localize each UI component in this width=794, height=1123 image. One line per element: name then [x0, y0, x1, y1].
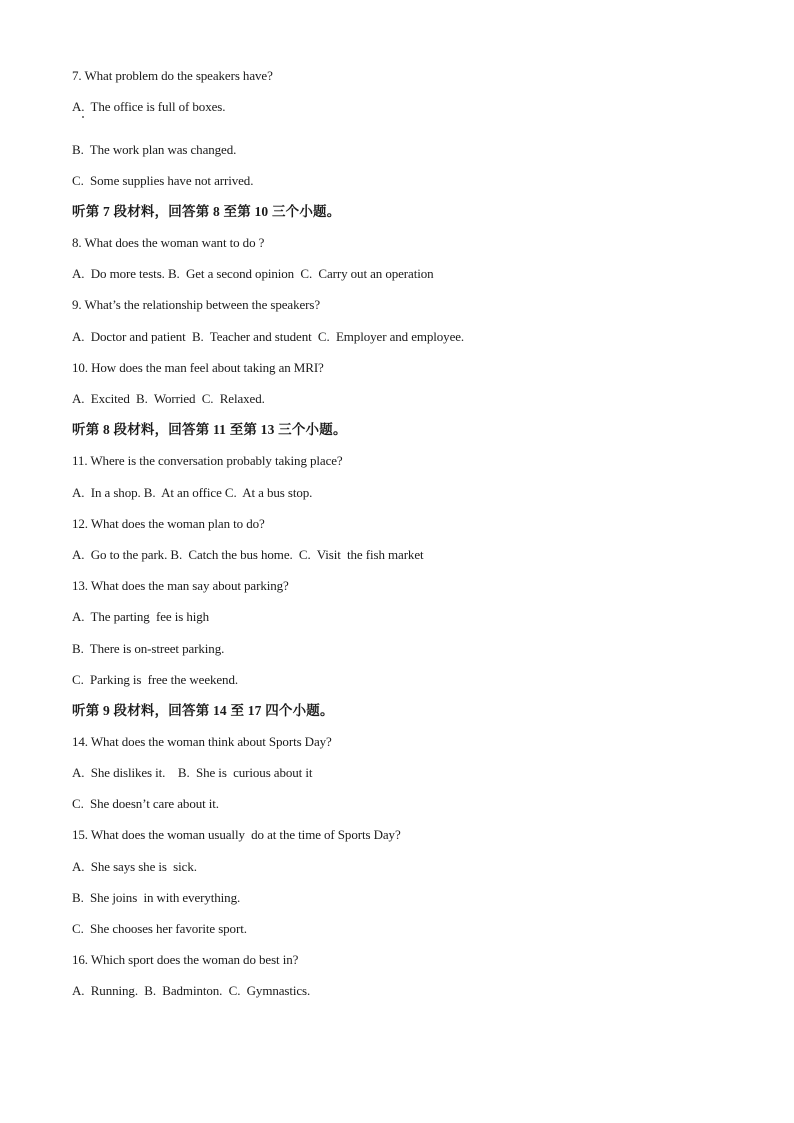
option-7c: C. Some supplies have not arrived.	[72, 173, 254, 188]
question-7: 7. What problem do the speakers have?	[72, 68, 273, 83]
options-16: A. Running. B. Badminton. C. Gymnastics.	[72, 983, 311, 998]
options-8: A. Do more tests. B. Get a second opinion C. Carry out an operation	[72, 266, 434, 281]
options-9: A. Doctor and patient B. Teacher and student C. Employer and employee.	[72, 329, 465, 344]
option-15b: B. She joins in with everything.	[72, 890, 241, 905]
question-15: 15. What does the woman usually do at the time of Sports Day?	[72, 827, 401, 842]
section-heading-7: 听第 7 段材料，回答第 8 至第 10 三个小题。	[72, 204, 341, 219]
question-12: 12. What does the woman plan to do?	[72, 516, 265, 531]
option-15c: C. She chooses her favorite sport.	[72, 921, 247, 936]
option-13b: B. There is on-street parking.	[72, 641, 225, 656]
option-13a: A. The parting fee is high	[72, 609, 210, 624]
question-11: 11. Where is the conversation probably taking place?	[72, 453, 343, 468]
option-7a: A. The office is full of boxes.	[72, 99, 226, 114]
option-13c: C. Parking is free the weekend.	[72, 672, 239, 687]
question-8: 8. What does the woman want to do ?	[72, 235, 265, 250]
options-12: A. Go to the park. B. Catch the bus home. C. Visit the fish market	[72, 547, 424, 562]
options-14ab: A. She dislikes it. B. She is curious about it	[72, 765, 313, 780]
options-11: A. In a shop. B. At an office C. At a bus stop.	[72, 485, 313, 500]
option-7b: B. The work plan was changed.	[72, 142, 237, 157]
question-13: 13. What does the man say about parking?	[72, 578, 289, 593]
options-10: A. Excited B. Worried C. Relaxed.	[72, 391, 265, 406]
option-15a: A. She says she is sick.	[72, 859, 197, 874]
question-14: 14. What does the woman think about Sports Day?	[72, 734, 332, 749]
stray-mark	[82, 116, 84, 118]
question-9: 9. What’s the relationship between the speakers?	[72, 297, 321, 312]
question-16: 16. Which sport does the woman do best in?	[72, 952, 299, 967]
section-heading-9: 听第 9 段材料，回答第 14 至 17 四个小题。	[72, 703, 334, 718]
question-10: 10. How does the man feel about taking an MRI?	[72, 360, 324, 375]
option-14c: C. She doesn’t care about it.	[72, 796, 219, 811]
section-heading-8: 听第 8 段材料，回答第 11 至第 13 三个小题。	[72, 422, 347, 437]
